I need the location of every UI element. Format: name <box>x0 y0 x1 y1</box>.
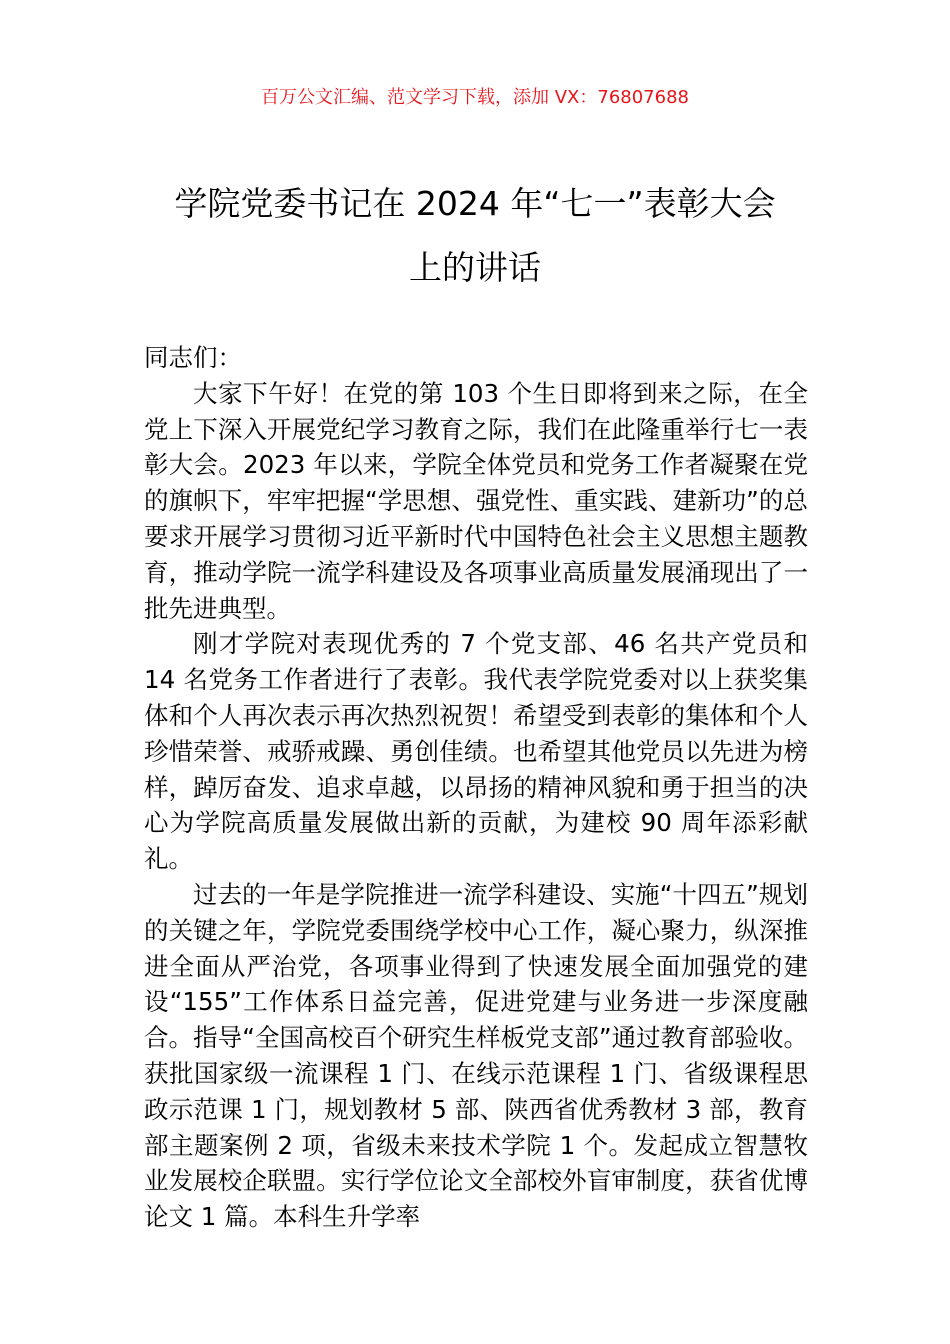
paragraph-2: 刚才学院对表现优秀的 7 个党支部、46 名共产党员和 14 名党务工作者进行了表彰。我代表学院党委对以上获奖集体和个人再次表示再次热烈祝贺！希望受到表彰的集体和个人珍惜荣誉、戒骄戒躁、勇创佳绩。也希望其他党员以先进为榜样，踔厉奋发、追求卓越，以昂扬的精神风貌和勇于担当的决心为学院高质量发展做出新的贡献，为建校 90 周年添彩献礼。 <box>144 629 808 874</box>
document-title <box>120 172 830 300</box>
salutation: 同志们： <box>144 343 242 372</box>
title-line-1: 学院党委书记在 2024 年“七一”表彰大会 <box>174 184 776 223</box>
document-body <box>144 340 808 1235</box>
title-line-2: 上的讲话 <box>409 248 541 287</box>
paragraph-3: 过去的一年是学院推进一流学科建设、实施“十四五”规划的关键之年，学院党委围绕学校中心工作，凝心聚力，纵深推进全面从严治党，各项事业得到了快速发展全面加强党的建设“155”工作体系日益完善，促进党建与业务进一步深度融合。指导“全国高校百个研究生样板党支部”通过教育部验收。获批国家级一流课程 1 门、在线示范课程 1 门、省级课程思政示范课 1 门，规划教材 5 部、陕西省优秀教材 3 部，教育部主题案例 2 项，省级未来技术学院 1 个。发起成立智慧牧业发展校企联盟。实行学位论文全部校外盲审制度，获省优博论文 1 篇。本科生升学率 <box>144 879 808 1232</box>
paragraph-1: 大家下午好！在党的第 103 个生日即将到来之际，在全党上下深入开展党纪学习教育之际，我们在此隆重举行七一表彰大会。2023 年以来，学院全体党员和党务工作者凝聚在党的旗帜下，牢牢把握“学思想、强党性、重实践、建新功”的总要求开展学习贯彻习近平新时代中国特色社会主义思想主题教育，推动学院一流学科建设及各项事业高质量发展涌现出了一批先进典型。 <box>144 378 808 623</box>
watermark-text: 百万公文汇编、范文学习下载，添加 VX：76807688 <box>261 87 689 108</box>
